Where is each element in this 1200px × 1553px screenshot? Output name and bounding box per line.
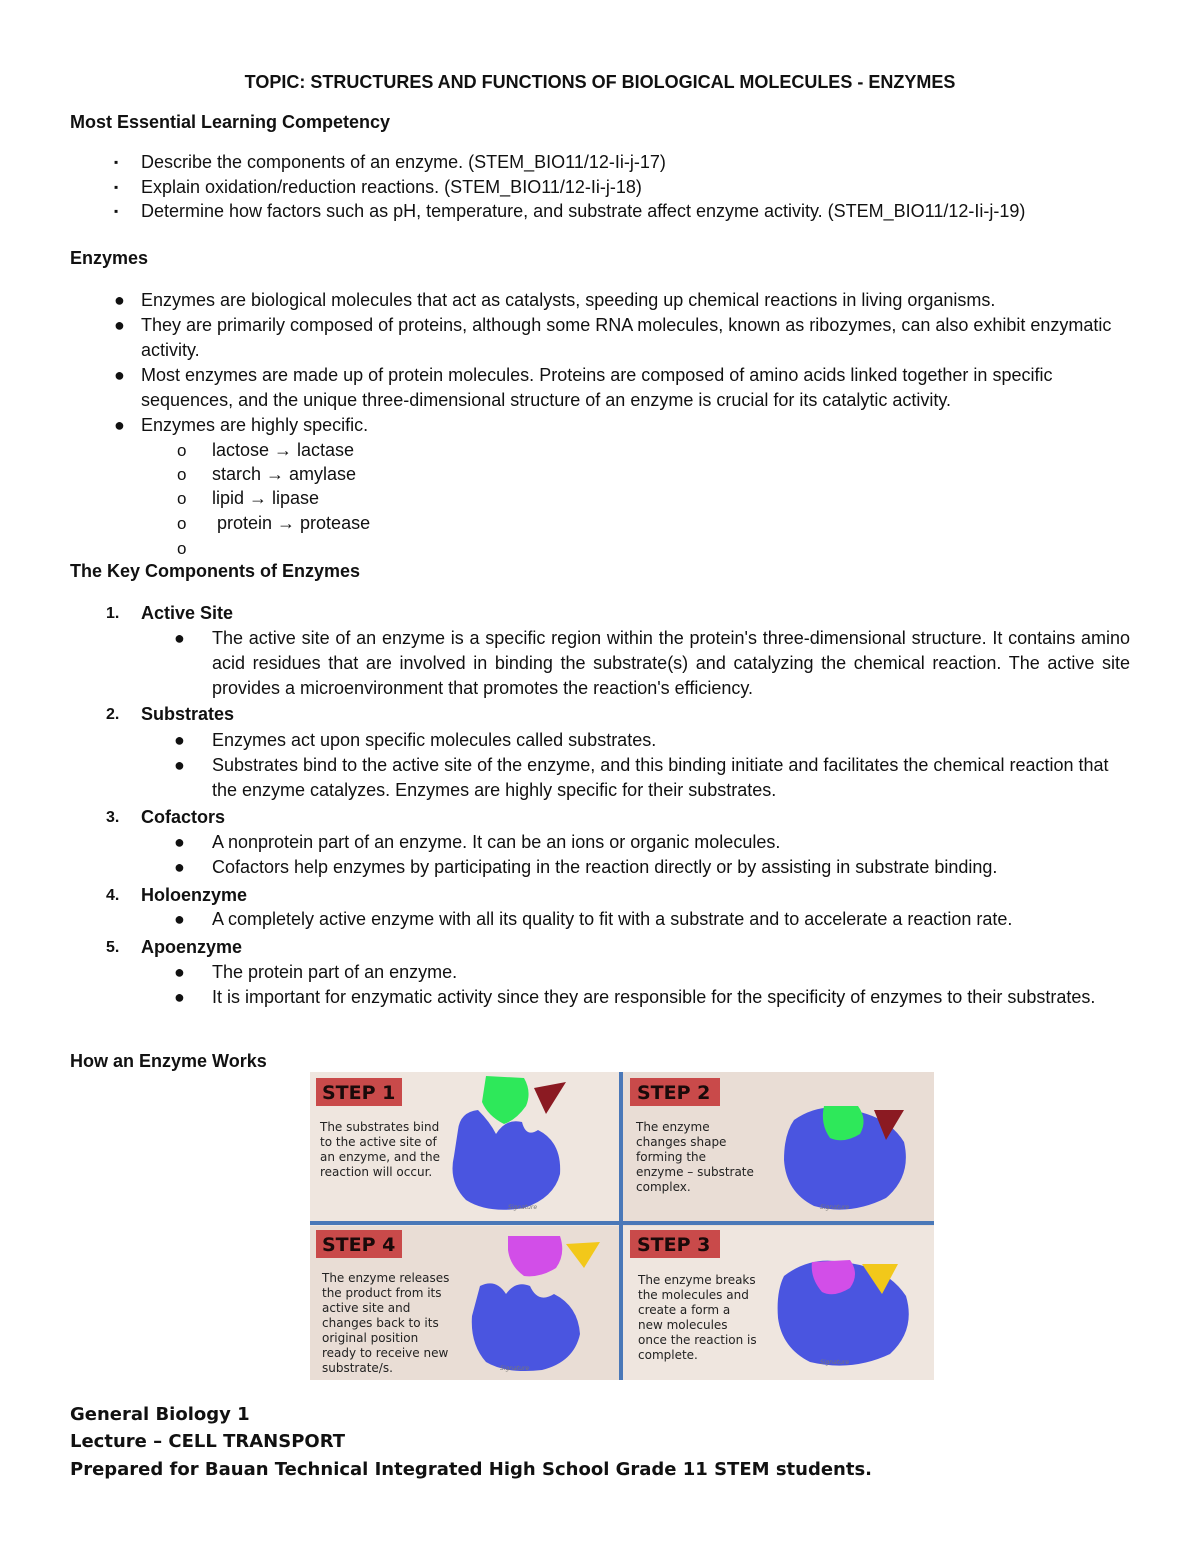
step1-text-line: reaction will occur.: [320, 1165, 433, 1179]
step2-text-line: The enzyme: [636, 1120, 710, 1134]
step4-text-line: substrate/s.: [322, 1361, 393, 1375]
footer-course: General Biology 1: [70, 1404, 250, 1425]
svg-text:Signature: Signature: [508, 1204, 538, 1211]
step1-text-line: an enzyme, and the: [320, 1150, 440, 1164]
step2-text-line: enzyme – substrate: [636, 1165, 754, 1179]
step2-text-line: forming the: [636, 1150, 707, 1164]
step3-text-line: new molecules: [638, 1318, 728, 1332]
step3-text-line: The enzyme breaks: [638, 1273, 756, 1287]
step4-text-line: original position: [322, 1331, 419, 1345]
step2-text-line: complex.: [636, 1180, 691, 1194]
how-heading: How an Enzyme Works: [70, 1051, 267, 1071]
step1-text-line: to the active site of: [320, 1135, 437, 1149]
step2-text-line: changes shape: [636, 1135, 727, 1149]
step4-label: STEP 4: [322, 1234, 396, 1256]
step4-text-line: the product from its: [322, 1286, 442, 1300]
step4-text-line: ready to receive new: [322, 1346, 449, 1360]
step2-label: STEP 2: [637, 1082, 711, 1104]
enzyme-steps-figure: [310, 1072, 934, 1380]
step3-text-line: once the reaction is: [638, 1333, 757, 1347]
enzymes-heading: Enzymes: [70, 248, 149, 268]
footer-lecture: Lecture – CELL TRANSPORT: [70, 1431, 346, 1452]
step2-green-substrate: [823, 1106, 864, 1140]
step3-label: STEP 3: [637, 1234, 711, 1256]
step4-text-line: The enzyme releases: [322, 1271, 450, 1285]
competency-heading: Most Essential Learning Competency: [70, 112, 391, 132]
step3-text-line: complete.: [638, 1348, 698, 1362]
svg-text:Signature: Signature: [500, 1365, 530, 1372]
footer-prepared: Prepared for Bauan Technical Integrated High School Grade 11 STEM students.: [70, 1459, 873, 1480]
page-title: TOPIC: STRUCTURES AND FUNCTIONS OF BIOLOGICAL MOLECULES - ENZYMES: [244, 72, 956, 92]
step1-text-line: The substrates bind: [320, 1120, 440, 1134]
step3-text-line: create a form a: [638, 1303, 731, 1317]
step4-text-line: changes back to its: [322, 1316, 439, 1330]
step1-label: STEP 1: [322, 1082, 396, 1104]
step3-text-line: the molecules and: [638, 1288, 749, 1302]
svg-text:Signature: Signature: [820, 1359, 850, 1366]
svg-text:Signature: Signature: [820, 1204, 850, 1211]
step4-text-line: active site and: [322, 1301, 411, 1315]
components-heading: The Key Components of Enzymes: [70, 561, 361, 581]
